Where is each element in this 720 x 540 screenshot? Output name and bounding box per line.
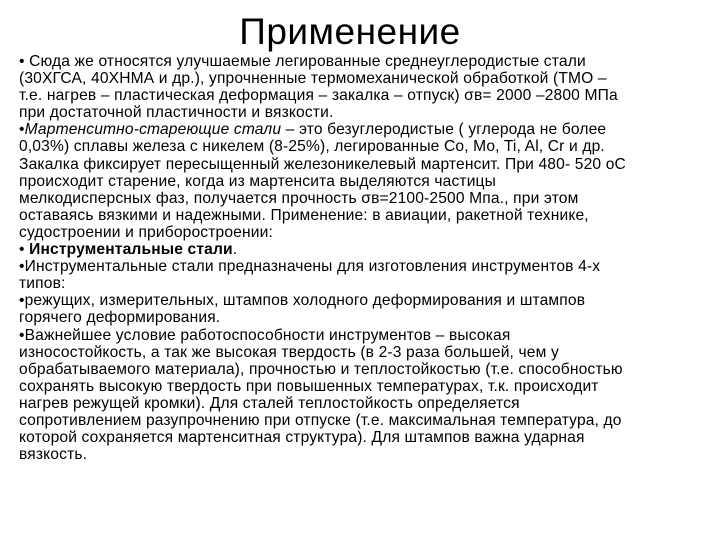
bold-heading: Инструментальные стали bbox=[24, 241, 233, 259]
text-fragment: – это безуглеродистые ( углерода не более bbox=[281, 121, 607, 139]
text-line: оставаясь вязкими и надежными. Применение: в авиации, ракетной технике, bbox=[19, 206, 589, 224]
text-line bbox=[19, 121, 711, 138]
paragraph-tool-requirements bbox=[19, 327, 711, 464]
slide-body bbox=[19, 53, 711, 463]
bullet: • bbox=[19, 241, 25, 259]
paragraph-tool-types bbox=[19, 292, 711, 326]
paragraph-tool-steels-heading bbox=[19, 241, 711, 258]
text-line: 0,03%) сплавы железа с никелем (8-25%), легированные Co, Mo, Ti, Al, Cr и др. bbox=[19, 138, 605, 156]
text-line: при достаточной пластичности и вязкости. bbox=[19, 104, 334, 122]
text-line: • Сюда же относятся улучшаемые легированные среднеуглеродистые стали bbox=[19, 53, 586, 70]
text-line: типов: bbox=[19, 275, 66, 293]
text-line: •режущих, измерительных, штампов холодного деформирования и штампов bbox=[19, 292, 586, 310]
text-line: судостроении и приборостроении: bbox=[19, 223, 273, 241]
text-line: происходит старение, когда из мартенсита выделяются частицы bbox=[19, 172, 496, 190]
text-fragment: . bbox=[232, 241, 238, 259]
text-line: (30ХГСА, 40ХНМА и др.), упрочненные термомеханической обработкой (ТМО – bbox=[19, 70, 607, 88]
text-line: Закалка фиксирует пересыщенный железоникелевый мартенсит. При 480- 520 оС bbox=[19, 155, 626, 173]
text-line: которой сохраняется мартенситная структура). Для штампов важна ударная bbox=[19, 429, 585, 447]
paragraph-maraging-steels bbox=[19, 121, 711, 241]
text-line: сопротивлением разупрочнению при отпуске (т.е. максимальная температура, до bbox=[19, 411, 622, 429]
text-line: горячего деформирования. bbox=[19, 309, 221, 327]
text-line: мелкодисперсных фаз, получается прочность σв=2100-2500 Мпа., при этом bbox=[19, 189, 579, 207]
bullet: • bbox=[19, 121, 25, 139]
paragraph-alloyed-steels bbox=[19, 53, 711, 121]
italic-term: Мартенситно-стареющие стали bbox=[24, 121, 282, 139]
text-line: •Важнейшее условие работоспособности инструментов – высокая bbox=[19, 326, 511, 344]
paragraph-tool-steels-purpose bbox=[19, 258, 711, 292]
text-line bbox=[19, 241, 711, 258]
text-line: сохранять высокую твердость при повышенных температурах, т.к. происходит bbox=[19, 377, 599, 395]
text-line: обрабатываемого материала), прочностью и теплостойкостью (т.е. способностью bbox=[19, 360, 623, 378]
text-line: т.е. нагрев – пластическая деформация – закалка – отпуск) σв= 2000 –2800 МПа bbox=[19, 87, 618, 105]
text-line: нагрев режущей кромки). Для сталей теплостойкость определяется bbox=[19, 394, 520, 412]
text-line: вязкость. bbox=[19, 446, 88, 464]
text-line: •Инструментальные стали предназначены для изготовления инструментов 4-х bbox=[19, 258, 601, 276]
text-line: износостойкость, а так же высокая твердость (в 2-3 раза большей, чем у bbox=[19, 343, 559, 361]
slide-title: Применение bbox=[239, 11, 461, 52]
